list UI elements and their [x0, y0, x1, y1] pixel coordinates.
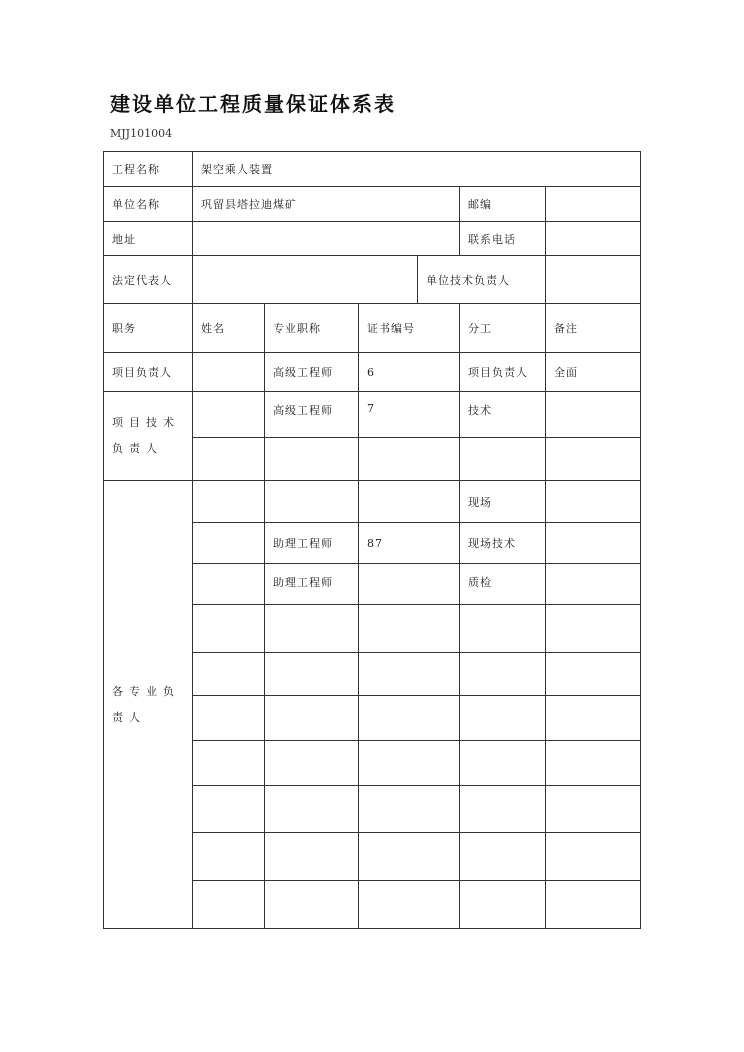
specialty-title[interactable]: 助理工程师 [265, 564, 359, 605]
header-note: 备注 [546, 304, 641, 353]
tech-lead-cert[interactable] [359, 438, 460, 481]
tech-lead-duty[interactable] [460, 438, 546, 481]
address-label: 地址 [104, 222, 193, 256]
tech-lead-row [104, 392, 641, 438]
specialty-name[interactable] [193, 605, 265, 653]
specialty-duty[interactable] [460, 605, 546, 653]
specialty-cert[interactable] [359, 786, 460, 833]
specialty-cert[interactable] [359, 653, 460, 696]
project-name-field[interactable]: 架空乘人装置 [193, 152, 641, 187]
legal-rep-label: 法定代表人 [104, 256, 193, 304]
header-role: 职务 [104, 304, 193, 353]
legal-rep-field[interactable] [193, 256, 418, 304]
specialty-cert[interactable] [359, 696, 460, 741]
tech-lead-title[interactable] [265, 438, 359, 481]
project-lead-title[interactable]: 高级工程师 [265, 353, 359, 392]
specialty-name[interactable] [193, 741, 265, 786]
specialty-note[interactable] [546, 653, 641, 696]
header-name: 姓名 [193, 304, 265, 353]
project-lead-row [104, 353, 641, 392]
tech-lead-title[interactable]: 高级工程师 [265, 392, 359, 438]
specialty-note[interactable] [546, 564, 641, 605]
specialty-name[interactable] [193, 881, 265, 929]
address-row [104, 222, 641, 256]
project-name-row [104, 152, 641, 187]
specialty-duty[interactable]: 现场 [460, 481, 546, 523]
specialty-cert[interactable] [359, 481, 460, 523]
postcode-field[interactable] [546, 187, 641, 222]
project-name-label: 工程名称 [104, 152, 193, 187]
specialty-title[interactable] [265, 481, 359, 523]
specialty-row [104, 481, 641, 523]
specialty-cert[interactable]: 87 [359, 523, 460, 564]
project-lead-name[interactable] [193, 353, 265, 392]
specialty-note[interactable] [546, 833, 641, 881]
header-duty: 分工 [460, 304, 546, 353]
specialty-cert[interactable] [359, 605, 460, 653]
specialty-duty[interactable] [460, 741, 546, 786]
specialty-title[interactable] [265, 881, 359, 929]
specialty-note[interactable] [546, 741, 641, 786]
project-lead-cert[interactable]: 6 [359, 353, 460, 392]
specialty-duty[interactable] [460, 696, 546, 741]
specialty-name[interactable] [193, 833, 265, 881]
tech-lead-cert[interactable]: 7 [359, 392, 460, 438]
specialty-title[interactable] [265, 696, 359, 741]
header-row [104, 304, 641, 353]
specialty-title[interactable] [265, 605, 359, 653]
unit-name-field[interactable]: 巩留县塔拉迪煤矿 [193, 187, 460, 222]
specialty-note[interactable] [546, 786, 641, 833]
specialty-note[interactable] [546, 523, 641, 564]
tech-lead-name[interactable] [193, 438, 265, 481]
specialty-name[interactable] [193, 786, 265, 833]
address-field[interactable] [193, 222, 460, 256]
phone-field[interactable] [546, 222, 641, 256]
specialty-note[interactable] [546, 605, 641, 653]
tech-lead-note[interactable] [546, 438, 641, 481]
header-title: 专业职称 [265, 304, 359, 353]
tech-lead-note[interactable] [546, 392, 641, 438]
specialty-duty[interactable] [460, 833, 546, 881]
specialty-title[interactable] [265, 833, 359, 881]
specialty-note[interactable] [546, 696, 641, 741]
specialty-cert[interactable] [359, 564, 460, 605]
specialty-duty[interactable] [460, 881, 546, 929]
specialty-note[interactable] [546, 481, 641, 523]
quality-assurance-table [103, 151, 641, 929]
specialty-name[interactable] [193, 696, 265, 741]
specialty-duty[interactable] [460, 786, 546, 833]
specialty-name[interactable] [193, 523, 265, 564]
project-lead-role: 项目负责人 [104, 353, 193, 392]
postcode-label: 邮编 [460, 187, 546, 222]
specialty-duty[interactable]: 现场技术 [460, 523, 546, 564]
specialty-cert[interactable] [359, 741, 460, 786]
phone-label: 联系电话 [460, 222, 546, 256]
specialty-name[interactable] [193, 653, 265, 696]
specialty-title[interactable] [265, 653, 359, 696]
unit-name-label: 单位名称 [104, 187, 193, 222]
project-lead-note[interactable]: 全面 [546, 353, 641, 392]
specialty-duty[interactable] [460, 653, 546, 696]
specialty-note[interactable] [546, 881, 641, 929]
form-code: MJJ101004 [110, 127, 173, 140]
specialty-name[interactable] [193, 481, 265, 523]
header-cert: 证书编号 [359, 304, 460, 353]
specialty-role: 各专业负责人 [104, 481, 193, 929]
tech-lead-role: 项目技术负责人 [104, 392, 193, 481]
specialty-title[interactable] [265, 741, 359, 786]
tech-lead-duty[interactable]: 技术 [460, 392, 546, 438]
tech-lead-name[interactable] [193, 392, 265, 438]
project-lead-duty[interactable]: 项目负责人 [460, 353, 546, 392]
tech-lead-field[interactable] [546, 256, 641, 304]
specialty-name[interactable] [193, 564, 265, 605]
tech-lead-label: 单位技术负责人 [418, 256, 546, 304]
specialty-cert[interactable] [359, 881, 460, 929]
page-title: 建设单位工程质量保证体系表 [110, 92, 396, 116]
unit-name-row [104, 187, 641, 222]
specialty-title[interactable] [265, 786, 359, 833]
specialty-cert[interactable] [359, 833, 460, 881]
specialty-title[interactable]: 助理工程师 [265, 523, 359, 564]
specialty-duty[interactable]: 质检 [460, 564, 546, 605]
legal-rep-row [104, 256, 641, 304]
